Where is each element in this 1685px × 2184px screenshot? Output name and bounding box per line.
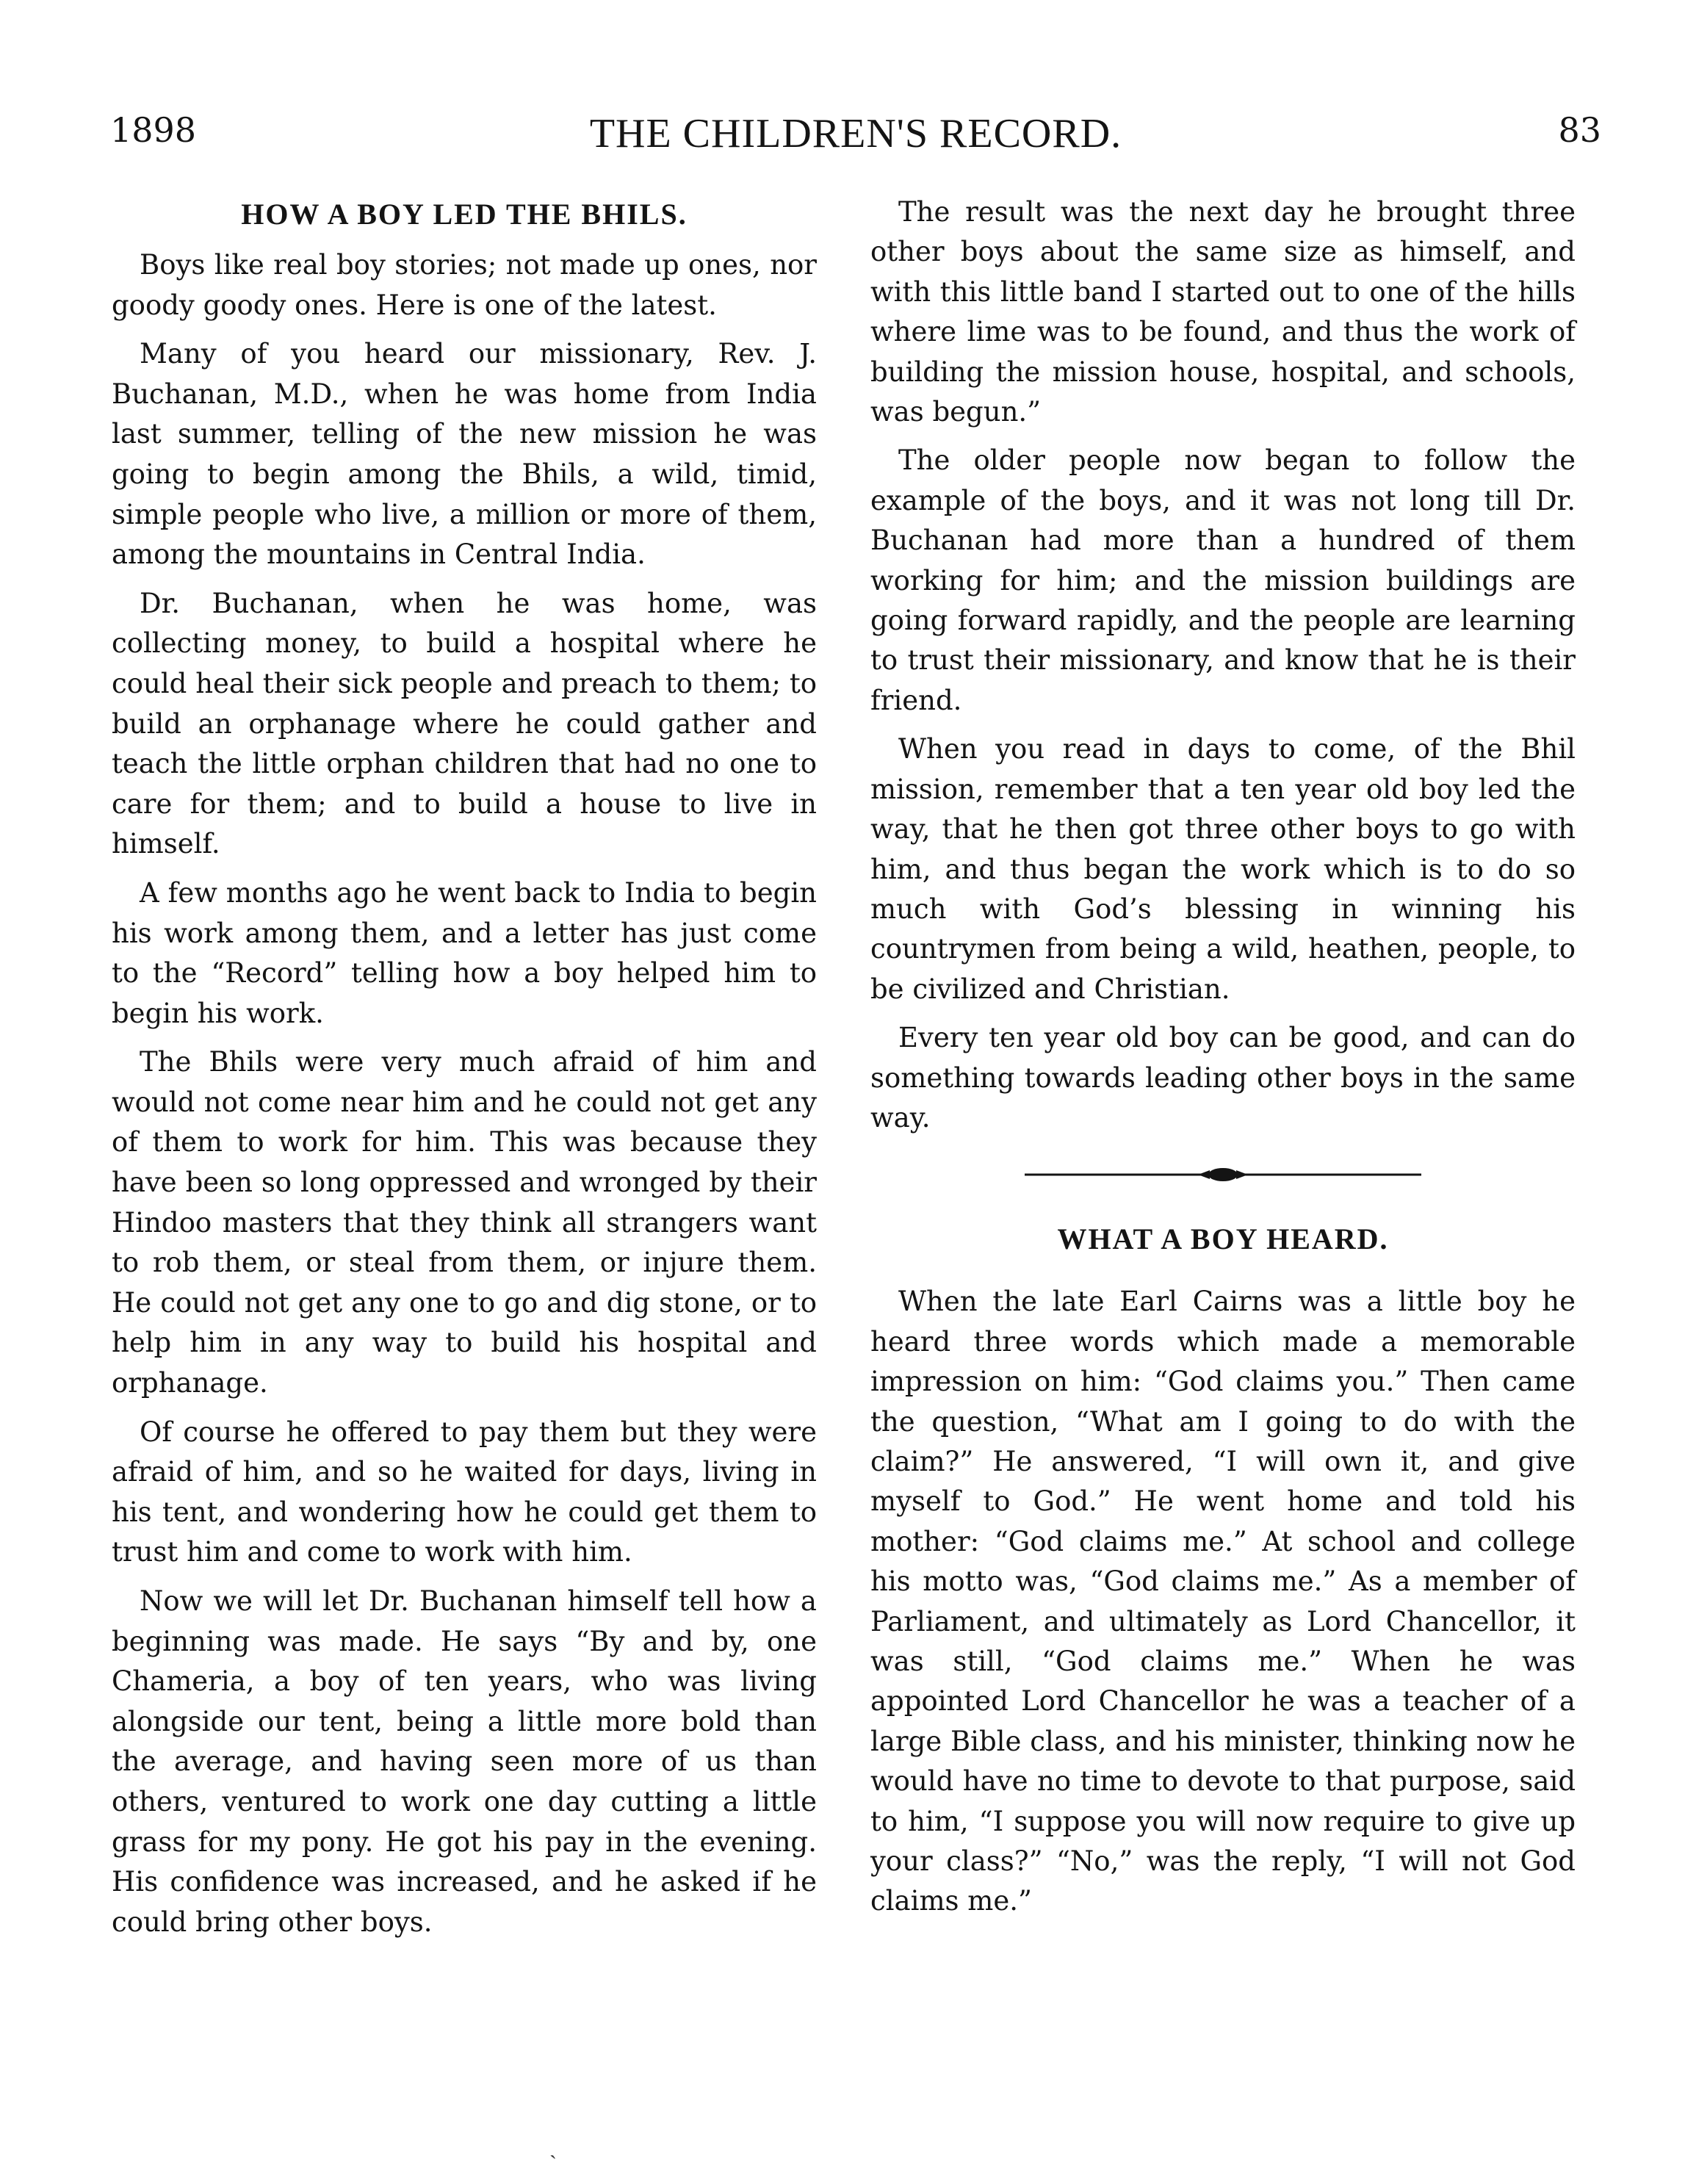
left-column <box>112 192 817 1951</box>
article-paragraph: When you read in days to come, of the Bhil mission, remember that a ten year old boy led the way, that he then got three other boys to go with him, and thus began the work which is to do so much with God’s blessing in winning his countrymen from being a wild, heathen, people, to be civilized and Christian. <box>870 733 1576 1005</box>
article-paragraph: Dr. Buchanan, when he was home, was collecting money, to build a hospital where he could heal their sick people and preach to them; to build an orphanage where he could gather and teach the little orphan children that had no one to care for them; and to build a house to live in himself. <box>112 587 817 860</box>
right-column <box>870 192 1576 1931</box>
running-head <box>110 110 1601 162</box>
article-paragraph: Every ten year old boy can be good, and can do something towards leading other boys in the same way. <box>870 1022 1576 1134</box>
article-paragraph: Now we will let Dr. Buchanan himself tell how a beginning was made. He says “By and by, one Chameria, a boy of ten years, who was living alongside our tent, being a little more bold than the average, and having seen more of us than others, ventured to work one day cutting a little grass for my pony. He got his pay in the evening. His confidence was increased, and he asked if he could bring other boys. <box>112 1585 817 1938</box>
article-paragraph: Of course he offered to pay them but they were afraid of him, and so he waited for days, living in his tent, and wondering how he could get them to trust him and come to work with him. <box>112 1416 817 1568</box>
issue-year: 1898 <box>110 110 197 150</box>
print-speck: ˎ <box>549 2134 557 2160</box>
article-paragraph: Boys like real boy stories; not made up ones, nor goody goody ones. Here is one of the latest. <box>112 249 817 321</box>
article-paragraph: Many of you heard our missionary, Rev. J. Buchanan, M.D., when he was home from India last summer, telling of the new mission he was going to begin among the Bhils, a wild, timid, simple people who live, a million or more of them, among the mountains in Central India. <box>112 338 817 571</box>
article-paragraph: When the late Earl Cairns was a little boy he heard three words which made a memorable impression on him: “God claims you.” Then came the question, “What am I going to do with the claim?” He answered, “I will own it, and give myself to God.” He went home and told his mother: “God claims me.” At school and college his motto was, “God claims me.” As a member of Parliament, and ultimately as Lord Chancellor, it was still, “God claims me.” When he was appointed Lord Chancellor he was a teacher of a large Bible class, and his minister, thinking now he would have no time to devote to that purpose, said to him, “I suppose you will now require to give up your class?” “No,” was the reply, “I will not God claims me.” <box>870 1286 1576 1917</box>
article-paragraph: The result was the next day he brought three other boys about the same size as himself, and with this little band I started out to one of the hills where lime was to be found, and thus the work of building the mission house, hospital, and schools, was begun.” <box>870 196 1576 428</box>
ornament-rule-icon <box>1025 1160 1421 1189</box>
article-title-bhils: HOW A BOY LED THE BHILS. <box>241 198 688 231</box>
section-divider <box>1025 1160 1421 1189</box>
article-paragraph: A few months ago he went back to India to begin his work among them, and a letter has just come to the “Record” telling how a boy helped him to begin his work. <box>112 876 817 1029</box>
article-paragraph: The Bhils were very much afraid of him and would not come near him and he could not get any of them to work for him. This was because they have been so long oppressed and wronged by their Hindoo masters that they think all strangers want to rob them, or steal from them, or injure them. He could not get any one to go and dig stone, or to help him in any way to build his hospital and orphanage. <box>112 1046 817 1399</box>
article-title-boy-heard: WHAT A BOY HEARD. <box>1057 1222 1389 1256</box>
publication-title: THE CHILDREN'S RECORD. <box>589 111 1122 156</box>
page-number: 83 <box>1558 110 1601 150</box>
article-paragraph: The older people now began to follow the example of the boys, and it was not long till Dr. Buchanan had more than a hundred of them working for him; and the mission buildings are going forward rapidly, and the people are learning to trust their missionary, and know that he is their friend. <box>870 444 1576 716</box>
